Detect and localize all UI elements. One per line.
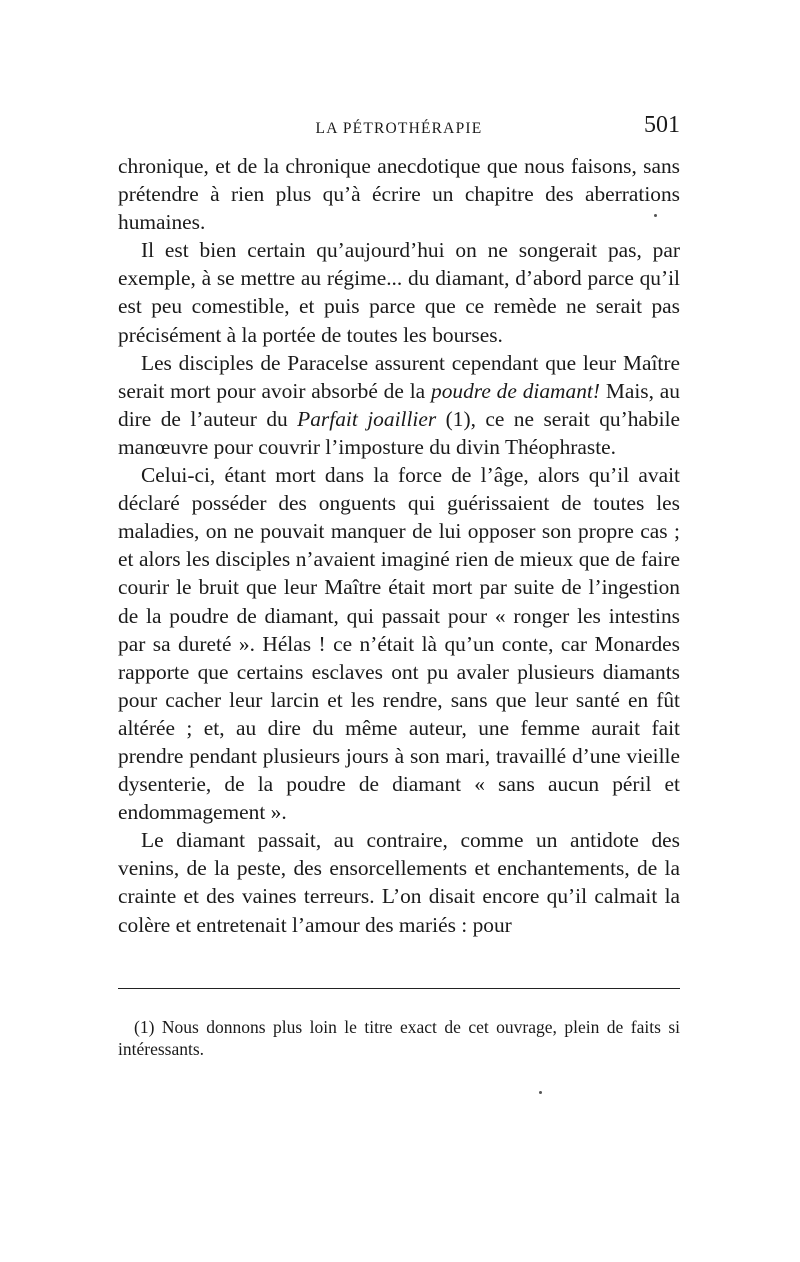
paragraph-3-text-a: Les disciples de Paracelse assurent cependant que leur Maître serait mort pour avoir absorbé de la [118,350,680,403]
paragraph-3-text-c: (1), ce ne serait qu’habile manœuvre pour couvrir l’imposture du divin Théophraste. [118,406,681,459]
paragraph-2: Il est bien certain qu’aujourd’hui on ne songerait pas, par exemple, à se mettre au régime... du diamant, d’abord parce qu’il est peu comestible, et puis parce que ce remède ne serait pas précisément à la portée de toutes les bourses. [118,238,680,347]
paragraph-3-text-b: Mais, au dire de l’auteur du [118,378,680,431]
footnote: (1) Nous donnons plus loin le titre exact de cet ouvrage, plein de faits si intéressants. [118,1017,680,1059]
body-text [118,152,680,939]
page-number: 501 [644,112,680,138]
paragraph-5: Le diamant passait, au contraire, comme un antidote des venins, de la peste, des ensorcellements et enchantements, de la crainte et des vaines terreurs. L’on disait encore qu’il calmait la colère et entretenait l’amour des mariés : pour [118,828,680,937]
paragraph-4: Celui-ci, étant mort dans la force de l’âge, alors qu’il avait déclaré posséder des onguents qui guérissaient de toutes les maladies, on ne pouvait manquer de lui opposer son propre cas ; et alors les disciples n’avaient imaginé rien de mieux que de faire courir le bruit que leur Maître était mort par suite de l’ingestion de la poudre de diamant, qui passait pour « ronger les intestins par sa dureté ». Hélas ! ce n’était là qu’un conte, car Monardes rapporte que certains esclaves ont pu avaler plusieurs diamants pour cacher leur larcin et les rendre, sans que leur santé en fût altérée ; et, au dire du même auteur, une femme aurait fait prendre pendant plusieurs jours à son mari, travaillé d’une vieille dysenterie, de la poudre de diamant « sans aucun péril et endommagement ». [118,463,680,825]
footnote-rule [118,988,680,989]
print-speck [539,1091,542,1094]
paragraph-3 [118,349,680,461]
paragraph-1: chronique, et de la chronique anecdotique que nous faisons, sans prétendre à rien plus qu’à écrire un chapitre des aberrations humaines. [118,154,680,235]
italic-poudre-de-diamant: poudre de diamant! [431,378,600,403]
print-speck [654,214,657,217]
running-title: LA PÉTROTHÉRAPIE [315,120,483,137]
running-head [118,112,680,146]
italic-book-title: Parfait joaillier [297,406,437,431]
